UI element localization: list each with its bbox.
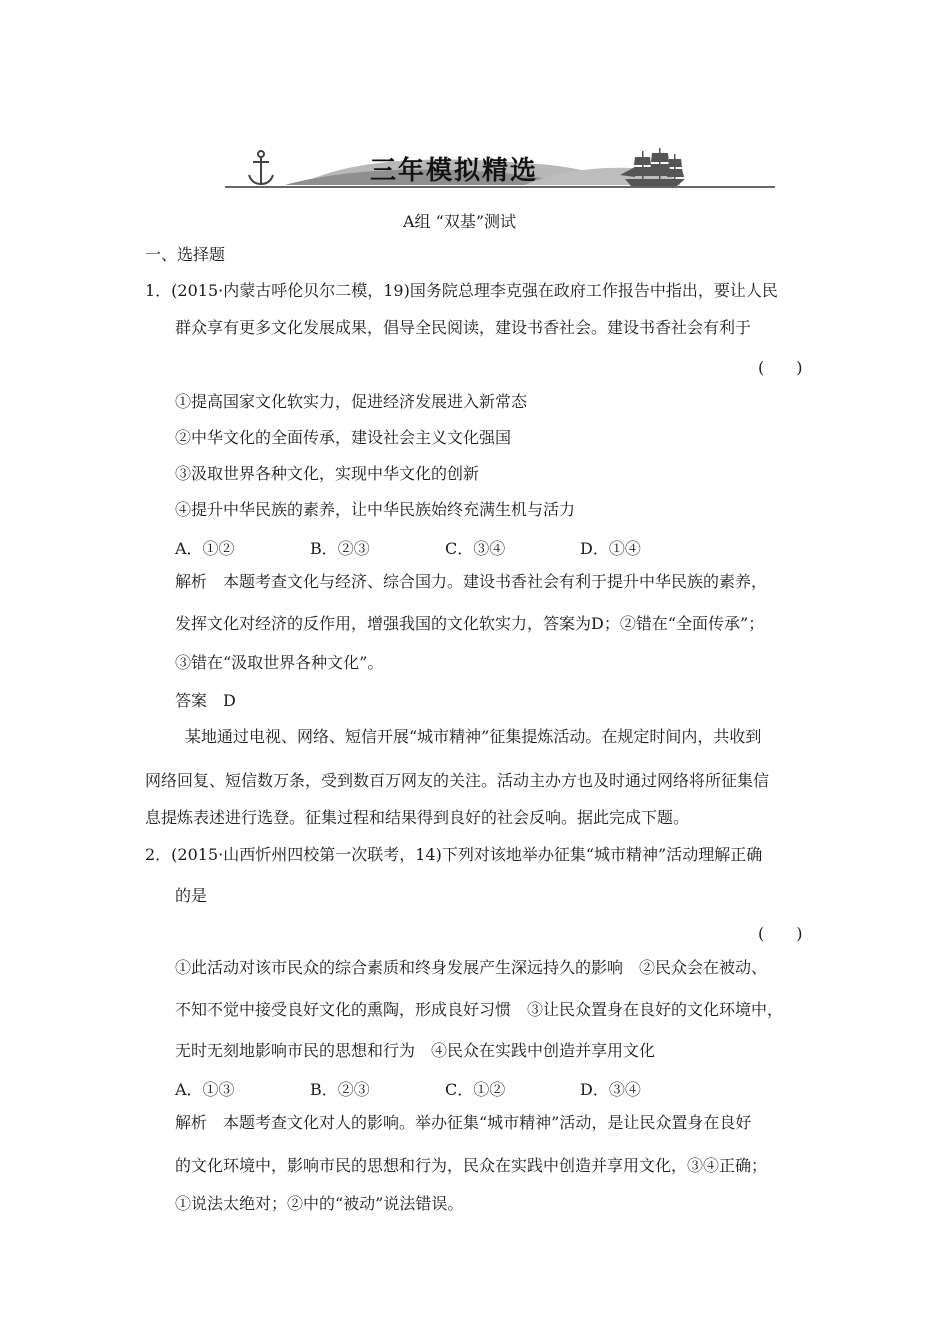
q2-stem-line1: 2．(2015·山西忻州四校第一次联考，14)下列对该地举办征集“城市精神”活动理解正确 — [145, 845, 763, 864]
q1-options — [175, 536, 641, 559]
material-line2: 网络回复、短信数万条，受到数百万网友的关注。活动主办方也及时通过网络将所征集信 — [145, 771, 770, 790]
q2-options — [175, 1077, 641, 1100]
q1-option-b: B．②③ — [310, 539, 370, 558]
q1-option-d: D．①④ — [580, 539, 641, 558]
q2-items-line1: ①此活动对该市民众的综合素质和终身发展产生深远持久的影响 ②民众会在被动、 — [175, 958, 768, 977]
q2-answer-paren: ( ) — [758, 924, 803, 943]
q1-answer-paren: ( ) — [758, 358, 803, 377]
material-line3: 息提炼表述进行选登。征集过程和结果得到良好的社会反响。据此完成下题。 — [145, 808, 690, 827]
q2-items-line3: 无时无刻地影响市民的思想和行为 ④民众在实践中创造并享用文化 — [175, 1041, 656, 1060]
q1-item-3: ③汲取世界各种文化，实现中华文化的创新 — [175, 464, 480, 483]
ship-icon — [620, 148, 685, 186]
q2-stem-line2: 的是 — [175, 886, 208, 905]
q1-item-4: ④提升中华民族的素养，让中华民族始终充满生机与活力 — [175, 500, 576, 519]
banner-title: 三年模拟精选 — [370, 156, 539, 186]
q1-item-1: ①提高国家文化软实力，促进经济发展进入新常态 — [175, 392, 528, 411]
q1-item-2: ②中华文化的全面传承，建设社会主义文化强国 — [175, 428, 512, 447]
group-title: A组 “双基”测试 — [403, 212, 517, 231]
section-title: 一、选择题 — [145, 245, 226, 264]
q1-option-c: C．③④ — [445, 539, 506, 558]
q1-analysis-line2: 发挥文化对经济的反作用，增强我国的文化软实力，答案为D；②错在“全面传承”； — [175, 614, 765, 633]
anchor-icon — [249, 151, 273, 184]
q2-option-a: A．①③ — [175, 1080, 235, 1099]
q2-option-d: D．③④ — [580, 1080, 641, 1099]
material-line1: 某地通过电视、网络、短信开展“城市精神”征集提炼活动。在规定时间内，共收到 — [185, 727, 762, 746]
q2-items-line2: 不知不觉中接受良好文化的熏陶，形成良好习惯 ③让民众置身在良好的文化环境中， — [175, 1000, 784, 1019]
q1-option-a: A．①② — [175, 539, 235, 558]
q2-option-b: B．②③ — [310, 1080, 370, 1099]
q1-answer: 答案 D — [175, 691, 236, 710]
q2-analysis-line3: ①说法太绝对；②中的“被动”说法错误。 — [175, 1194, 464, 1213]
q2-analysis-line1: 解析 本题考查文化对人的影响。举办征集“城市精神”活动，是让民众置身在良好 — [175, 1113, 752, 1132]
q2-option-c: C．①② — [445, 1080, 506, 1099]
q1-stem-line1: 1．(2015·内蒙古呼伦贝尔二模，19)国务院总理李克强在政府工作报告中指出，要让人民 — [145, 281, 778, 300]
q2-analysis-line2: 的文化环境中，影响市民的思想和行为，民众在实践中创造并享用文化，③④正确； — [175, 1156, 768, 1175]
q1-stem-line2: 群众享有更多文化发展成果，倡导全民阅读，建设书香社会。建设书香社会有利于 — [175, 318, 752, 337]
q1-analysis-line3: ③错在“汲取世界各种文化”。 — [175, 653, 384, 672]
q1-analysis-line1: 解析 本题考查文化与经济、综合国力。建设书香社会有利于提升中华民族的素养， — [175, 572, 768, 591]
